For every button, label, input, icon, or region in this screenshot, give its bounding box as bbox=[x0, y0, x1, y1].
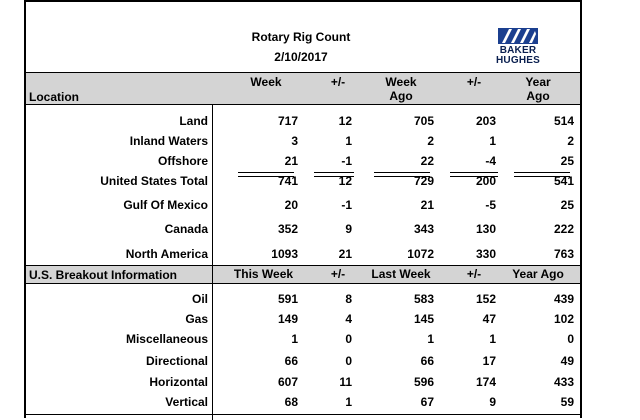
subtotal-underline bbox=[314, 172, 354, 177]
value-chg2: 152 bbox=[475, 292, 496, 306]
value-week-ago: 21 bbox=[420, 198, 434, 212]
value-chg1: -1 bbox=[341, 154, 352, 168]
value-chg1: 11 bbox=[339, 375, 352, 389]
value-year-ago: 59 bbox=[560, 395, 574, 409]
value-chg2: 330 bbox=[475, 247, 496, 261]
value-year-ago: 49 bbox=[560, 354, 574, 368]
value-week-ago: 145 bbox=[413, 312, 434, 326]
value-chg2: -4 bbox=[485, 154, 496, 168]
row-label: North America bbox=[125, 247, 208, 261]
row-label: Horizontal bbox=[149, 375, 208, 389]
value-week: 68 bbox=[284, 395, 298, 409]
value-week-ago: 705 bbox=[413, 114, 434, 128]
value-chg2: 203 bbox=[475, 114, 496, 128]
report-date: 2/10/2017 bbox=[274, 50, 328, 64]
value-year-ago: 514 bbox=[553, 114, 574, 128]
subtotal-underline bbox=[374, 172, 430, 177]
value-week: 741 bbox=[277, 174, 298, 188]
value-week: 149 bbox=[277, 312, 298, 326]
col-last-week-header: Last Week bbox=[371, 267, 431, 281]
value-chg2: 174 bbox=[475, 375, 496, 389]
subtotal-underline bbox=[514, 172, 570, 177]
row-label: Oil bbox=[191, 292, 208, 306]
col-week-ago-header-line2: Ago bbox=[389, 89, 413, 103]
value-year-ago: 763 bbox=[553, 247, 574, 261]
logo-text-baker: BAKER bbox=[499, 45, 537, 56]
value-chg2: -5 bbox=[485, 198, 496, 212]
value-chg1: 9 bbox=[345, 222, 352, 236]
value-week: 1093 bbox=[271, 247, 298, 261]
value-chg1: 0 bbox=[345, 354, 352, 368]
row-label: Offshore bbox=[157, 154, 208, 168]
col-change1-header: +/- bbox=[330, 267, 346, 281]
col-change2-header: +/- bbox=[466, 267, 482, 281]
breakout-title: U.S. Breakout Information bbox=[29, 268, 178, 282]
row-label: Directional bbox=[145, 354, 208, 368]
row-label: Inland Waters bbox=[129, 134, 208, 148]
value-chg1: 1 bbox=[345, 134, 352, 148]
value-year-ago: 102 bbox=[553, 312, 574, 326]
logo-text-hughes: HUGHES bbox=[496, 55, 540, 66]
value-week: 20 bbox=[284, 198, 298, 212]
value-year-ago: 25 bbox=[560, 154, 574, 168]
value-year-ago: 2 bbox=[567, 134, 574, 148]
value-chg1: 1 bbox=[345, 395, 352, 409]
value-week-ago: 67 bbox=[420, 395, 434, 409]
row-label: Gas bbox=[185, 312, 208, 326]
value-chg2: 9 bbox=[489, 395, 496, 409]
row-label: Canada bbox=[164, 222, 208, 236]
value-chg1: 21 bbox=[338, 247, 352, 261]
value-week-ago: 343 bbox=[413, 222, 434, 236]
subtotal-underline bbox=[450, 172, 498, 177]
value-chg1: 8 bbox=[345, 292, 352, 306]
value-year-ago: 0 bbox=[567, 332, 574, 346]
value-week-ago: 1072 bbox=[407, 247, 434, 261]
col-change1-header: +/- bbox=[330, 75, 346, 89]
value-week-ago: 2 bbox=[427, 134, 434, 148]
value-week: 66 bbox=[284, 354, 298, 368]
value-chg1: 12 bbox=[338, 114, 352, 128]
value-week-ago: 596 bbox=[413, 375, 434, 389]
row-label: United States Total bbox=[100, 174, 208, 188]
value-week-ago: 729 bbox=[413, 174, 434, 188]
row-label: Gulf Of Mexico bbox=[123, 198, 208, 212]
divider bbox=[26, 265, 580, 266]
row-label: Miscellaneous bbox=[125, 332, 208, 346]
value-year-ago: 433 bbox=[553, 375, 574, 389]
value-week: 21 bbox=[284, 154, 298, 168]
divider bbox=[26, 414, 580, 415]
value-week-ago: 66 bbox=[420, 354, 434, 368]
divider bbox=[26, 283, 580, 284]
value-chg1: 4 bbox=[345, 312, 352, 326]
value-chg2: 47 bbox=[482, 312, 496, 326]
value-chg1: 12 bbox=[338, 174, 352, 188]
value-chg2: 130 bbox=[475, 222, 496, 236]
divider bbox=[26, 104, 580, 105]
value-year-ago: 222 bbox=[553, 222, 574, 236]
value-year-ago: 439 bbox=[553, 292, 574, 306]
value-year-ago: 541 bbox=[553, 174, 574, 188]
location-label: Location bbox=[29, 90, 79, 104]
value-week-ago: 1 bbox=[427, 332, 434, 346]
value-chg1: 0 bbox=[345, 332, 352, 346]
value-week-ago: 22 bbox=[420, 154, 434, 168]
baker-hughes-logo bbox=[484, 28, 552, 68]
value-year-ago: 25 bbox=[560, 198, 574, 212]
value-chg2: 200 bbox=[475, 174, 496, 188]
divider bbox=[26, 72, 580, 73]
col-year-ago-header: Year Ago bbox=[512, 267, 564, 281]
row-label: Land bbox=[179, 114, 208, 128]
value-week-ago: 583 bbox=[413, 292, 434, 306]
col-this-week-header: This Week bbox=[233, 267, 294, 281]
value-chg1: -1 bbox=[341, 198, 352, 212]
col-change2-header: +/- bbox=[466, 75, 482, 89]
rig-count-sheet bbox=[24, 0, 582, 418]
value-week: 3 bbox=[291, 134, 298, 148]
col-year-ago-header-line1: Year bbox=[525, 75, 551, 89]
location-header-band bbox=[26, 72, 580, 105]
value-week: 352 bbox=[277, 222, 298, 236]
value-week: 1 bbox=[291, 332, 298, 346]
column-separator bbox=[212, 105, 213, 265]
row-label: Vertical bbox=[165, 395, 208, 409]
value-week: 717 bbox=[277, 114, 298, 128]
value-week: 591 bbox=[277, 292, 298, 306]
logo-mark-icon bbox=[498, 28, 538, 44]
col-year-ago-header-line2: Ago bbox=[526, 89, 550, 103]
title-area bbox=[26, 2, 580, 72]
col-week-header: Week bbox=[250, 75, 282, 89]
value-week: 607 bbox=[277, 375, 298, 389]
subtotal-underline bbox=[238, 172, 294, 177]
col-week-ago-header-line1: Week bbox=[385, 75, 417, 89]
column-separator bbox=[212, 265, 213, 420]
value-chg2: 17 bbox=[482, 354, 496, 368]
value-chg2: 1 bbox=[489, 332, 496, 346]
report-title: Rotary Rig Count bbox=[251, 30, 351, 44]
value-chg2: 1 bbox=[489, 134, 496, 148]
